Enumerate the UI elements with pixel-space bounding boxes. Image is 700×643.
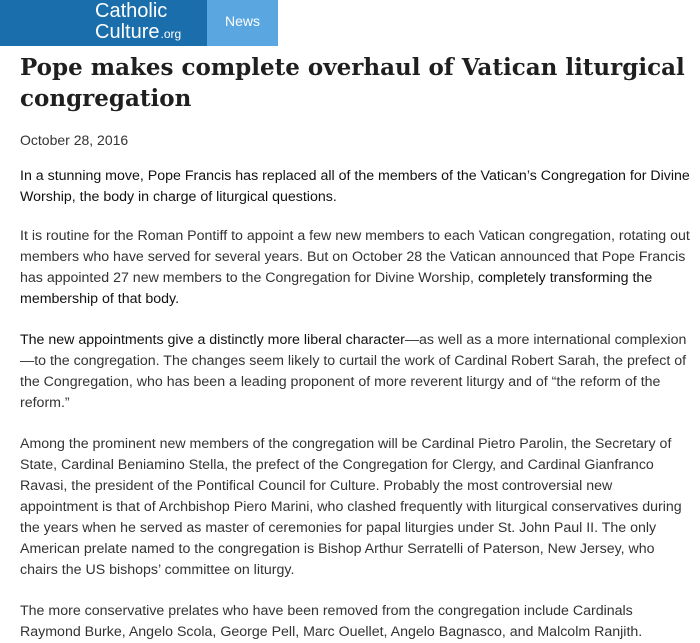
paragraph-2-text: —as well as a more international complexion—to the congregation. The changes seem likely to curtail the work of Cardinal Robert Sarah, the prefect of the Congregation, who has been a leading proponent of more reverent liturgy and of “the reform of the reform.” [20, 332, 687, 411]
paragraph-2-emphasis: The new appointments give a distinctly more liberal character [20, 332, 405, 348]
logo-text[interactable] [95, 0, 181, 45]
article-date: October 28, 2016 [20, 132, 129, 148]
article-paragraph-2 [20, 330, 692, 414]
article [0, 52, 692, 643]
nav-tab-news[interactable]: News [207, 0, 278, 46]
logo-line-culture: Culture [95, 21, 160, 43]
site-logo[interactable] [0, 0, 207, 46]
site-header [0, 0, 700, 46]
article-headline: Pope makes complete overhaul of Vatican liturgical congregation [20, 54, 685, 112]
paragraph-1-text: It is routine for the Roman Pontiff to appoint a few new members to each Vatican congregation, rotating out members who have served for several years. But on October 28 the Vatican announced that Pope Francis has appointed 27 new members to the Congregation for Divine Worship, [20, 228, 690, 286]
paragraph-1-emphasis: completely transforming the membership of that body. [20, 270, 653, 307]
logo-org-suffix: .org [160, 27, 182, 41]
article-paragraph-3: Among the prominent new members of the congregation will be Cardinal Pietro Parolin, the Secretary of State, Cardinal Beniamino Stella, the prefect of the Congregation for Clergy, and Cardinal Gianfranco Ravasi, the president of the Pontifical Council for Culture. Probably the most controversial new appointment is that of Archbishop Piero Marini, who clashed frequently with liturgical conservatives during the years when he served as master of ceremonies for papal liturgies under St. John Paul II. The only American prelate named to the congregation is Bishop Arthur Serratelli of Paterson, New Jersey, who chairs the US bishops’ committee on liturgy. [20, 436, 682, 578]
article-paragraph-4: The more conservative prelates who have been removed from the congregation include Cardinals Raymond Burke, Angelo Scola, George Pell, Marc Ouellet, Angelo Bagnasco, and Malcolm Ranjith. [20, 603, 643, 640]
article-lead: In a stunning move, Pope Francis has replaced all of the members of the Vatican’s Congregation for Divine Worship, the body in charge of liturgical questions. [20, 168, 690, 205]
article-paragraph-1 [20, 226, 692, 310]
logo-line-catholic: Catholic [95, 0, 168, 22]
